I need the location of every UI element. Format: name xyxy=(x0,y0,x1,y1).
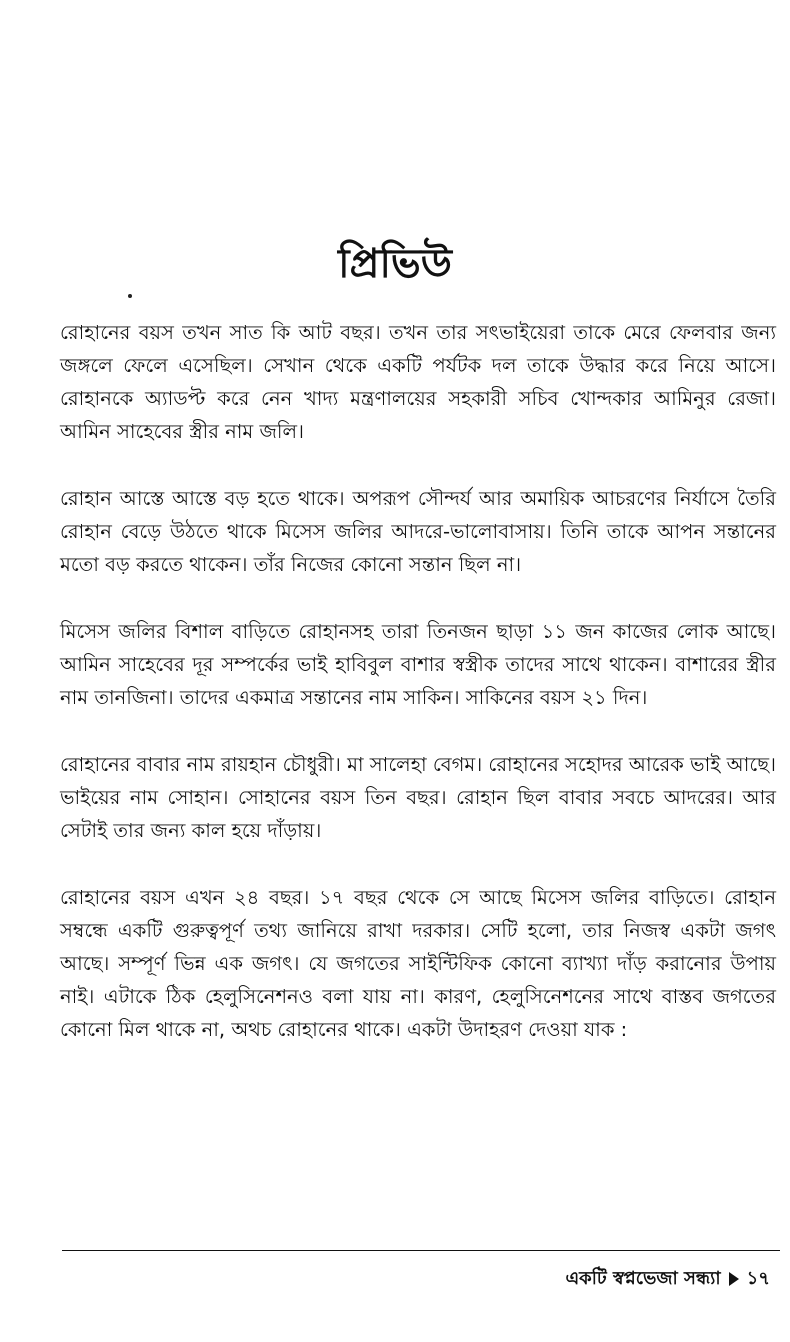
book-title: একটি স্বপ্নভেজা সন্ধ্যা xyxy=(565,1268,721,1289)
paragraph-4: রোহানের বাবার নাম রায়হান চৌধুরী। মা সালেহা বেগম। রোহানের সহোদর আরেক ভাই আছে। ভাইয়ের নাম সোহান। সোহানের বয়স তিন বছর। রোহান ছিল বাবার সবচে আদরের। আর সেটাই তার জন্য কাল হয়ে দাঁড়ায়। xyxy=(60,753,776,842)
ink-speck xyxy=(128,294,132,298)
paragraph-1: রোহানের বয়স তখন সাত কি আট বছর। তখন তার সৎভাইয়েরা তাকে মেরে ফেলবার জন্য জঙ্গলে ফেলে এসেছিল। সেখান থেকে একটি পর্যটক দল তাকে উদ্ধার করে নিয়ে আসে। রোহানকে অ্যাডপ্ট করে নেন খাদ্য মন্ত্রণালয়ের সহকারী সচিব খোন্দকার আমিনুর রেজা। আমিন সাহেবের স্ত্রীর নাম জলি। xyxy=(60,321,776,443)
body-text xyxy=(60,316,776,1046)
footer-divider xyxy=(62,1250,780,1251)
triangle-right-icon xyxy=(729,1272,739,1286)
paragraph-2: রোহান আস্তে আস্তে বড় হতে থাকে। অপরূপ সৌন্দর্য আর অমায়িক আচরণের নির্যাসে তৈরি রোহান বেড়ে উঠতে থাকে মিসেস জলির আদরে-ভালোবাসায়। তিনি তাকে আপন সন্তানের মতো বড় করতে থাকেন। তাঁর নিজের কোনো সন্তান ছিল না। xyxy=(60,487,776,576)
paragraph-3: মিসেস জলির বিশাল বাড়িতে রোহানসহ তারা তিনজন ছাড়া ১১ জন কাজের লোক আছে। আমিন সাহেবের দূর সম্পর্কের ভাই হাবিবুল বাশার স্বস্ত্রীক তাদের সাথে থাকেন। বাশারের স্ত্রীর নাম তানজিনা। তাদের একমাত্র সন্তানের নাম সাকিন। সাকিনের বয়স ২১ দিন। xyxy=(60,620,776,709)
paragraph-5: রোহানের বয়স এখন ২৪ বছর। ১৭ বছর থেকে সে আছে মিসেস জলির বাড়িতে। রোহান সম্বন্ধে একটি গুরুত্বপূর্ণ তথ্য জানিয়ে রাখা দরকার। সেটি হলো, তার নিজস্ব একটা জগৎ আছে। সম্পূর্ণ ভিন্ন এক জগৎ। যে জগতের সাইন্টিফিক কোনো ব্যাখ্যা দাঁড় করানোর উপায় নাই। এটাকে ঠিক হেলুসিনেশনও বলা যায় না। কারণ, হেলুসিনেশনের সাথে বাস্তব জগতের কোনো মিল থাকে না, অথচ রোহানের থাকে। একটা উদাহরণ দেওয়া যাক : xyxy=(60,886,776,1041)
page-number: ১৭ xyxy=(746,1268,770,1289)
chapter-title: প্রিভিউ xyxy=(338,241,452,287)
page-footer xyxy=(565,1265,770,1293)
